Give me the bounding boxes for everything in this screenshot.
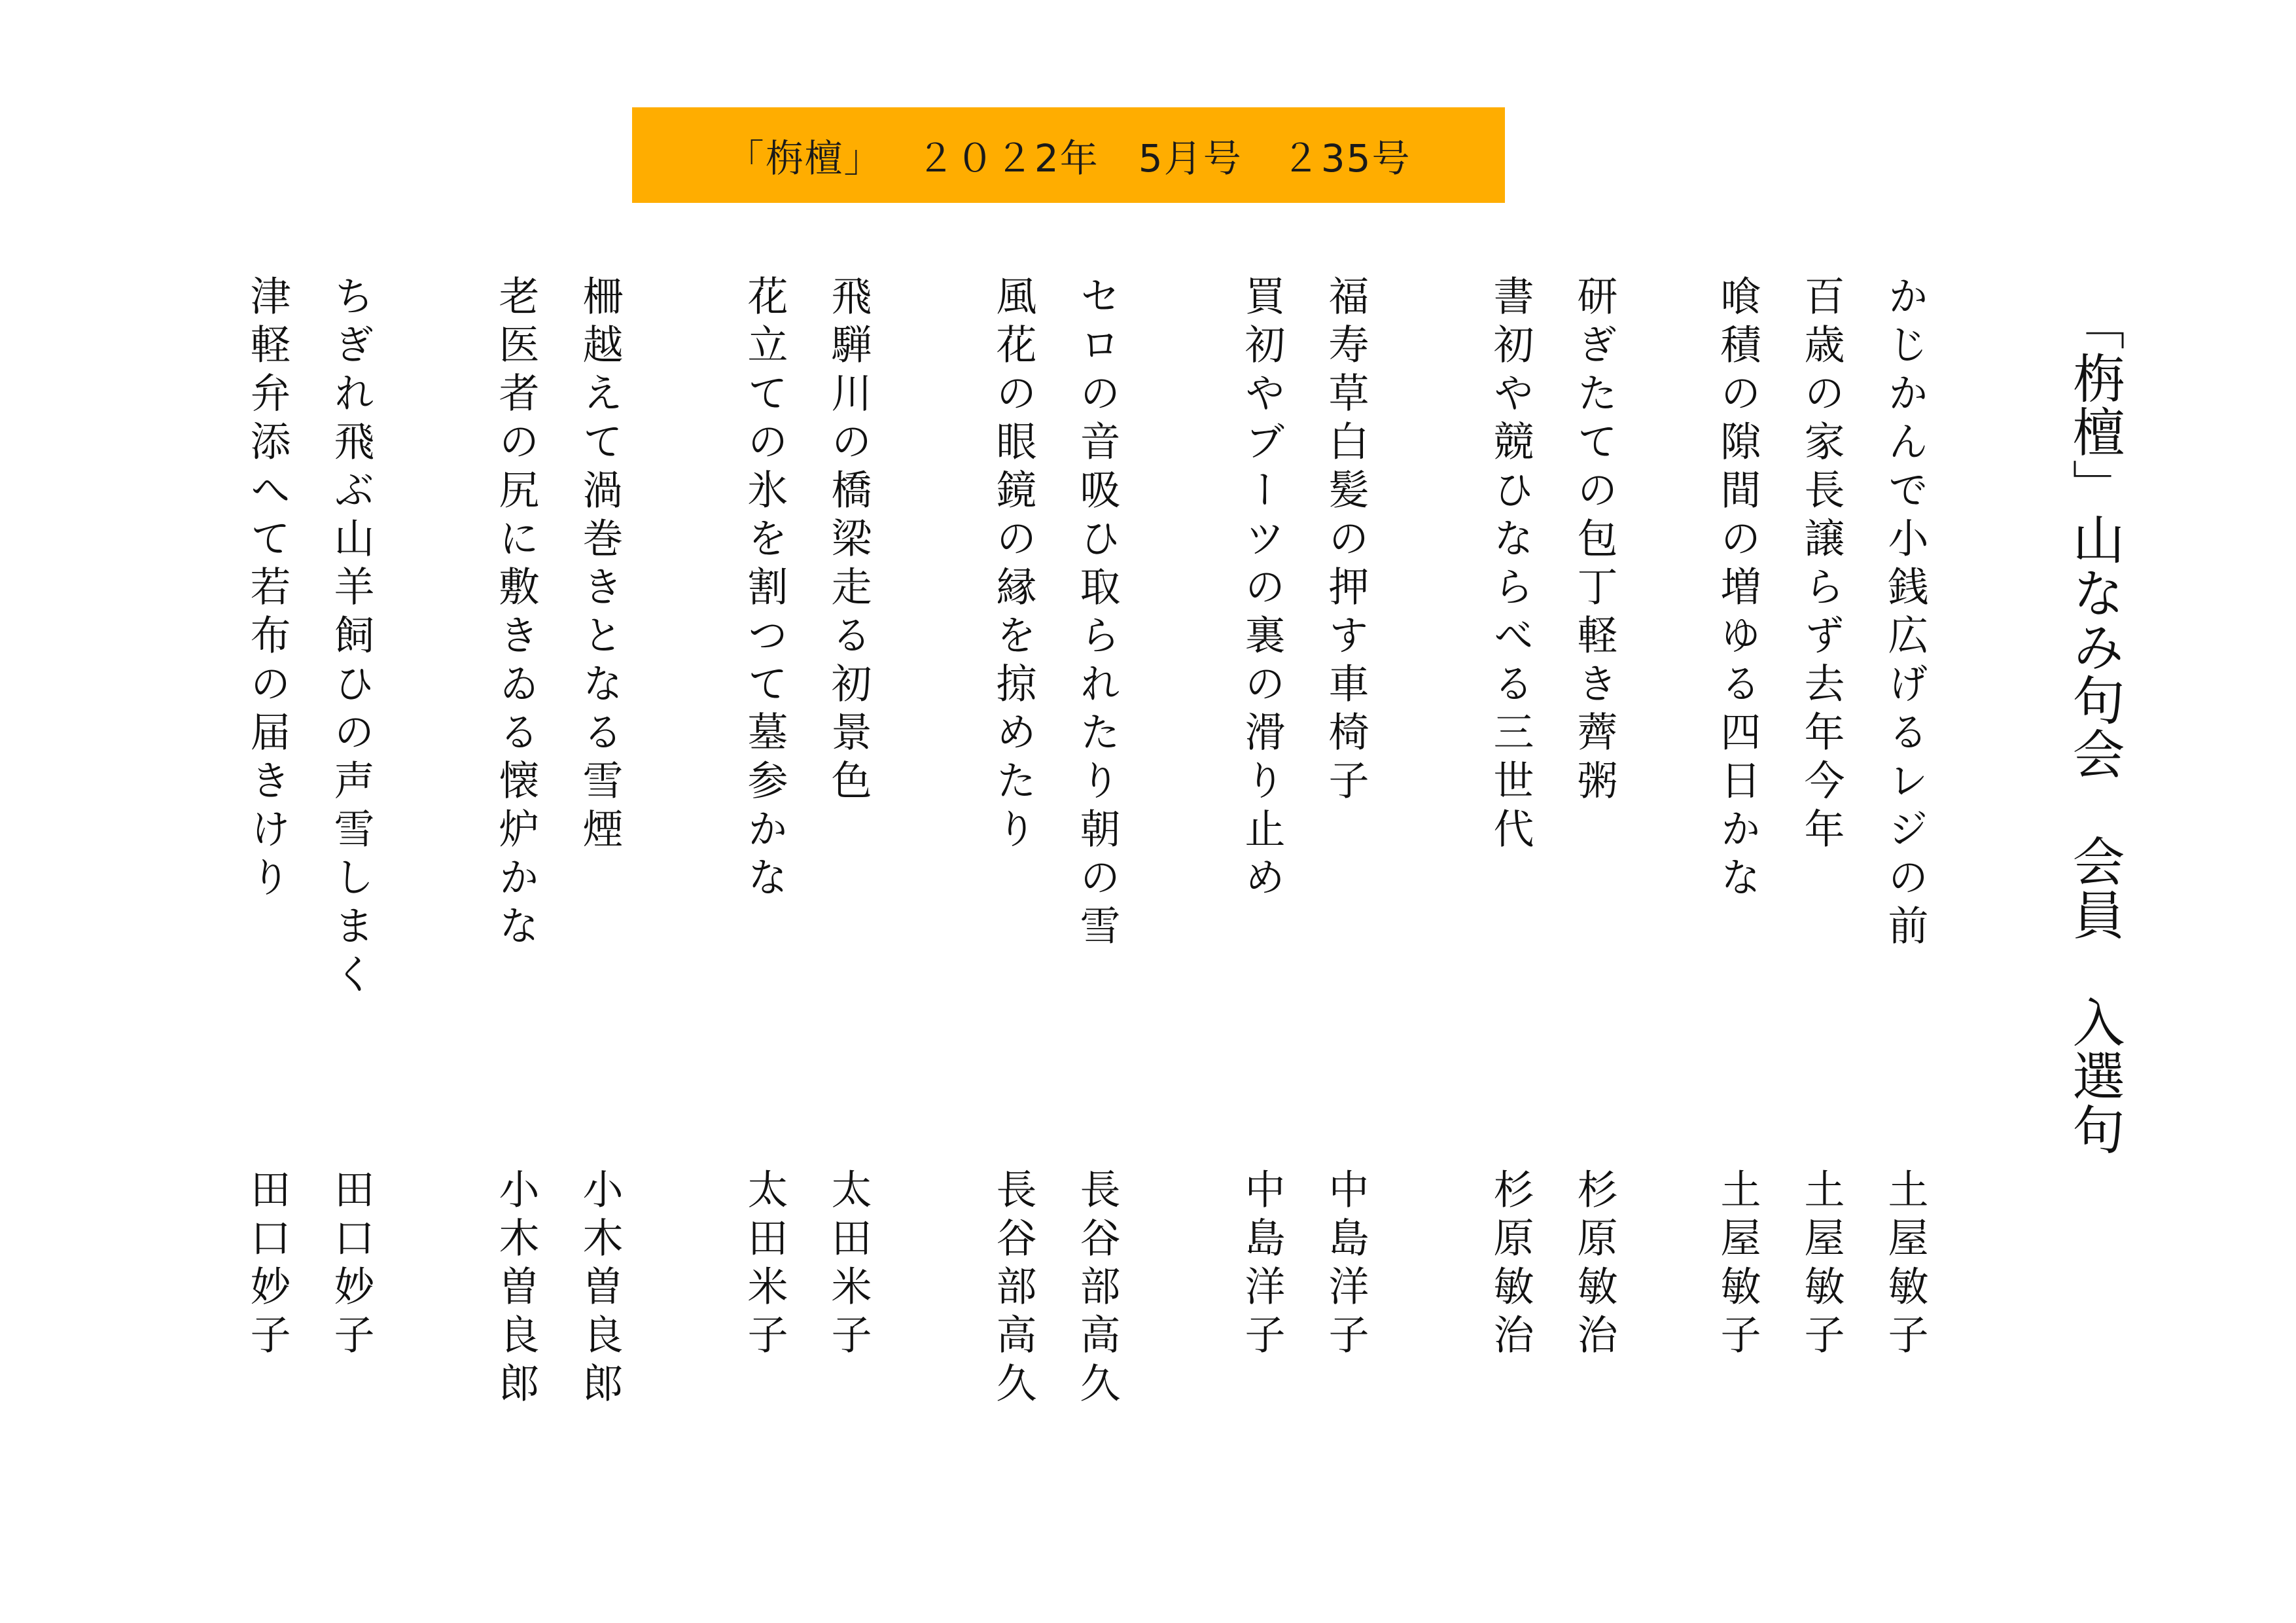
haiku-author: 土屋敏子 xyxy=(1797,1168,1845,1362)
haiku-line: 風花の眼鏡の縁を掠めたり xyxy=(989,275,1037,856)
haiku-line: 老医者の尻に敷きゐる懐炉かな xyxy=(492,275,540,953)
haiku-author: 杉原敏治 xyxy=(1487,1168,1534,1362)
haiku-line: 津軽弁添へて若布の届きけり xyxy=(243,275,291,904)
haiku-line: かじかんで小銭広げるレジの前 xyxy=(1881,275,1929,953)
haiku-line: 喰積の隙間の増ゆる四日かな xyxy=(1714,275,1761,904)
haiku-line: ちぎれ飛ぶ山羊飼ひの声雪しまく xyxy=(327,275,375,1001)
haiku-author: 田口妙子 xyxy=(243,1168,291,1362)
haiku-author: 土屋敏子 xyxy=(1881,1168,1929,1362)
haiku-author: 小木曽良郎 xyxy=(576,1168,624,1410)
haiku-author: 太田米子 xyxy=(824,1168,872,1362)
haiku-author: 中島洋子 xyxy=(1238,1168,1286,1362)
haiku-author: 長谷部高久 xyxy=(989,1168,1037,1410)
haiku-line: 柵越えて渦巻きとなる雪煙 xyxy=(576,275,624,856)
issue-banner: 「栴檀」 ２０２2年 5月号 ２35号 xyxy=(632,107,1505,203)
haiku-line: 花立ての氷を割つて墓参かな xyxy=(741,275,788,904)
haiku-line: 買初やブーツの裏の滑り止め xyxy=(1238,275,1286,904)
haiku-line: 飛騨川の橋梁走る初景色 xyxy=(824,275,872,808)
haiku-author: 長谷部高久 xyxy=(1073,1168,1121,1410)
haiku-line: 研ぎたての包丁軽き薺粥 xyxy=(1570,275,1618,808)
haiku-author: 中島洋子 xyxy=(1322,1168,1369,1362)
haiku-line: 福寿草白髪の押す車椅子 xyxy=(1322,275,1369,808)
haiku-author: 小木曽良郎 xyxy=(492,1168,540,1410)
haiku-author: 太田米子 xyxy=(741,1168,788,1362)
haiku-line: セロの音吸ひ取られたり朝の雪 xyxy=(1073,275,1121,953)
page-title: 「栴檀」山なみ句会 会員 入選句 xyxy=(2064,298,2125,1156)
haiku-author: 田口妙子 xyxy=(327,1168,375,1362)
haiku-author: 土屋敏子 xyxy=(1714,1168,1761,1362)
haiku-author: 杉原敏治 xyxy=(1570,1168,1618,1362)
haiku-line: 書初や競ひならべる三世代 xyxy=(1487,275,1534,856)
haiku-line: 百歳の家長譲らず去年今年 xyxy=(1797,275,1845,856)
